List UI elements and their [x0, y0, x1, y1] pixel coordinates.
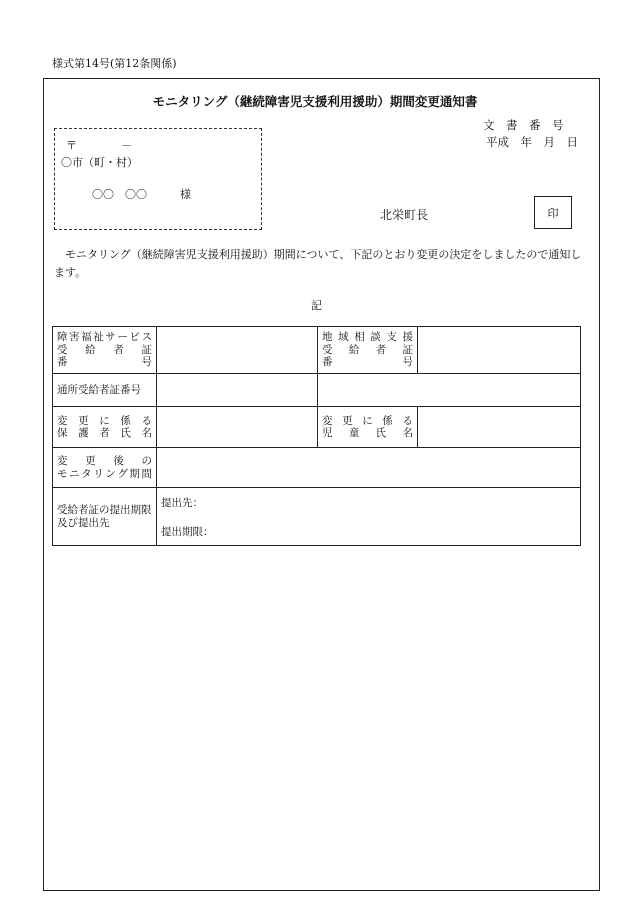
- guardian-name-field[interactable]: [157, 407, 318, 448]
- monitoring-period-field[interactable]: [157, 448, 581, 488]
- table-label-line: 変 更 に 係 る: [57, 414, 152, 427]
- table-label-line: 障 害 福 祉 サ ー ビ ス: [57, 331, 152, 344]
- table-label-line: 変 更 後 の: [57, 455, 152, 467]
- address-box: [54, 128, 262, 230]
- table-label-line: 受 給 者 証: [57, 343, 152, 356]
- consultation-certificate-number-cells[interactable]: [418, 327, 581, 374]
- table-label-line: 変 更 に 係 る: [322, 414, 413, 427]
- submission-label: [53, 488, 157, 546]
- document-number-label: 文 書 番 号: [483, 118, 564, 132]
- postal-mark: 〒: [66, 139, 77, 152]
- recipient-city: 〇市（町・村）: [61, 156, 138, 169]
- child-name-field[interactable]: [418, 407, 581, 448]
- table-row: [53, 374, 581, 407]
- table-label-line: 及び提出先: [57, 516, 110, 529]
- table-row: [53, 407, 581, 448]
- table-row: [53, 448, 581, 488]
- date-label: 平成 年 月 日: [486, 135, 578, 149]
- guardian-name-label: [53, 407, 157, 448]
- blank-cell: [318, 374, 581, 407]
- consultation-certificate-label: [318, 327, 418, 374]
- table-row: [53, 327, 581, 374]
- document-title: モニタリング（継続障害児支援利用援助）期間変更通知書: [152, 94, 478, 109]
- seal-box: [534, 196, 572, 229]
- table-label-line: 受給者証の提出期限: [57, 504, 152, 516]
- postal-dash: －: [121, 139, 132, 152]
- day-service-certificate-number-cells[interactable]: [157, 374, 318, 407]
- recipient-honorific: 様: [180, 188, 191, 201]
- table-row: [53, 488, 581, 546]
- seal-label: 印: [547, 206, 559, 220]
- table-label-line: 受 給 者 証: [322, 343, 413, 356]
- submission-destination: 提出先：: [161, 496, 203, 509]
- table-label-line: 番 号: [57, 356, 152, 369]
- table-label-line: 番 号: [322, 356, 413, 369]
- details-table: [52, 326, 581, 546]
- table-label-line: 児 童 氏 名: [322, 427, 413, 439]
- table-label-line: 地 域 相 談 支 援: [322, 331, 413, 344]
- form-reference: 様式第14号(第12条関係): [52, 57, 177, 70]
- welfare-certificate-number-cells[interactable]: [157, 327, 318, 374]
- table-label-line: モ ニ タ リ ン グ 期 間: [57, 467, 152, 480]
- table-label-line: 保 護 者 氏 名: [57, 427, 152, 439]
- sender-name: 北栄町長: [380, 208, 429, 222]
- submission-deadline: 提出期限：: [161, 525, 214, 538]
- recipient-name: 〇〇 〇〇: [92, 188, 147, 201]
- table-label-line: 通所受給者証番号: [57, 383, 141, 396]
- submission-field[interactable]: [157, 488, 581, 546]
- child-name-label: [318, 407, 418, 448]
- ki-label: 記: [311, 299, 322, 312]
- monitoring-period-label: [53, 448, 157, 488]
- notice-body: モニタリング（継続障害児支援利用援助）期間について、下記のとおり変更の決定をしましたので通知します。: [54, 248, 582, 279]
- day-service-certificate-label: [53, 374, 157, 407]
- welfare-certificate-label: [53, 327, 157, 374]
